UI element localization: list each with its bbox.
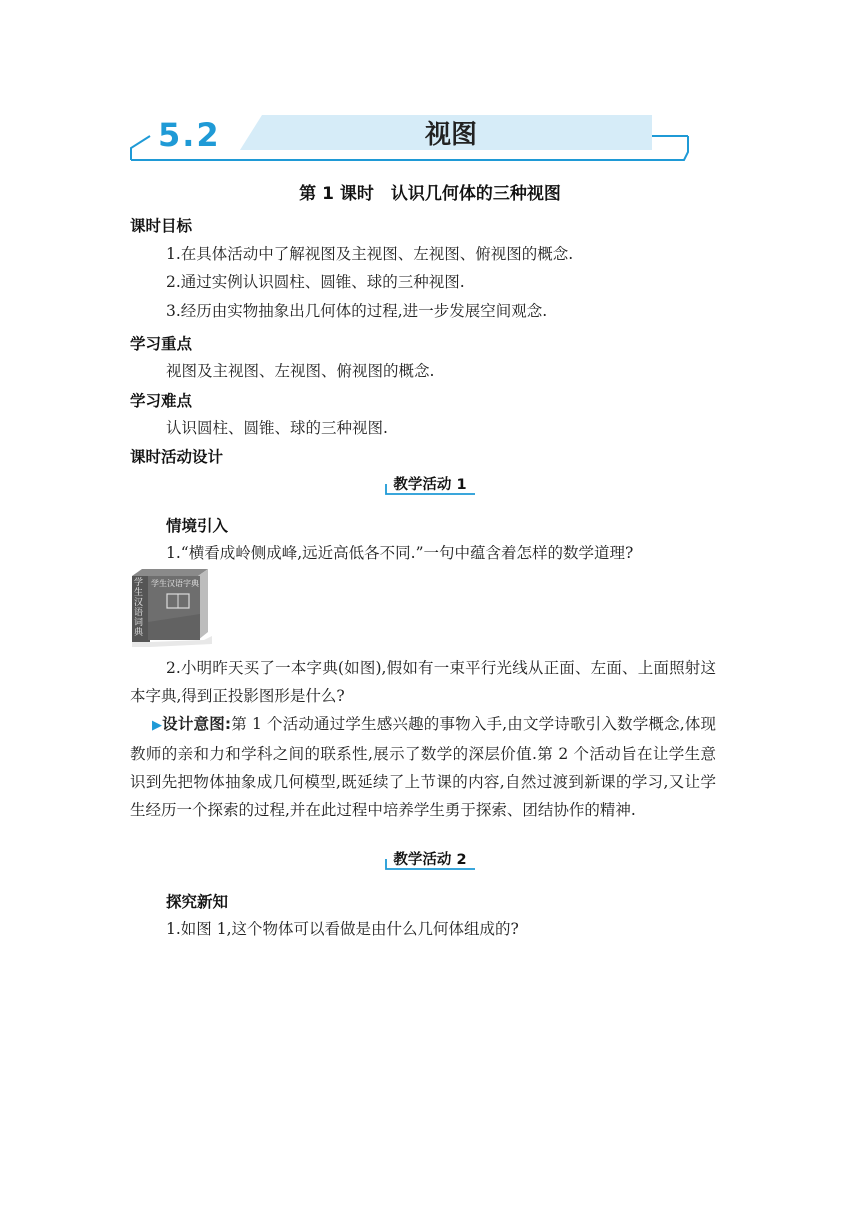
key-points-text: 视图及主视图、左视图、俯视图的概念. bbox=[166, 362, 435, 380]
activity2-label: 教学活动 2 bbox=[393, 852, 467, 868]
difficulties-text: 认识圆柱、圆锥、球的三种视图. bbox=[166, 419, 388, 437]
section-title: 视图 bbox=[425, 120, 478, 150]
activity2-subheading: 探究新知 bbox=[166, 893, 229, 911]
goal-item: 2.通过实例认识圆柱、圆锥、球的三种视图. bbox=[166, 273, 465, 291]
dictionary-cover-text: 学生汉语字典 bbox=[151, 579, 199, 588]
section-number: 5.2 bbox=[158, 116, 221, 154]
goal-item: 3.经历由实物抽象出几何体的过程,进一步发展空间观念. bbox=[166, 302, 548, 320]
dictionary-illustration bbox=[130, 566, 215, 648]
goals-heading: 课时目标 bbox=[130, 217, 193, 235]
activity1-question2: 2.小明昨天买了一本字典(如图),假如有一束平行光线从正面、左面、上面照射这本字典,得到正投影图形是什么? bbox=[130, 659, 716, 705]
section-header-banner bbox=[0, 0, 860, 180]
activity2-question1: 1.如图 1,这个物体可以看做是由什么几何体组成的? bbox=[166, 920, 519, 938]
activity1-question1: 1.“横看成岭侧成峰,远近高低各不同.”一句中蕴含着怎样的数学道理? bbox=[166, 544, 634, 562]
intent-marker-icon: ▶ bbox=[152, 718, 162, 733]
difficulties-heading: 学习难点 bbox=[130, 392, 193, 410]
design-heading: 课时活动设计 bbox=[130, 448, 224, 466]
goal-item: 1.在具体活动中了解视图及主视图、左视图、俯视图的概念. bbox=[166, 245, 574, 263]
activity1-label: 教学活动 1 bbox=[393, 477, 467, 493]
key-points-heading: 学习重点 bbox=[130, 335, 193, 353]
design-intent-text: 第 1 个活动通过学生感兴趣的事物入手,由文学诗歌引入数学概念,体现教师的亲和力和学科之间的联系性,展示了数学的深层价值.第 2 个活动旨在让学生意识到先把物体抽象成几何模型,既延续了上节课的内容,自然过渡到新课的学习,又让学生经历一个探索的过程,并在此过程中培养学生勇于探索、团结协作的精神. bbox=[130, 715, 717, 819]
lesson-title: 第 1 课时 认识几何体的三种视图 bbox=[299, 184, 561, 204]
design-intent bbox=[130, 710, 716, 824]
activity1-subheading: 情境引入 bbox=[166, 517, 229, 535]
design-intent-label: 设计意图: bbox=[162, 715, 232, 733]
dictionary-spine-text: 学生汉语词典 bbox=[134, 578, 144, 638]
